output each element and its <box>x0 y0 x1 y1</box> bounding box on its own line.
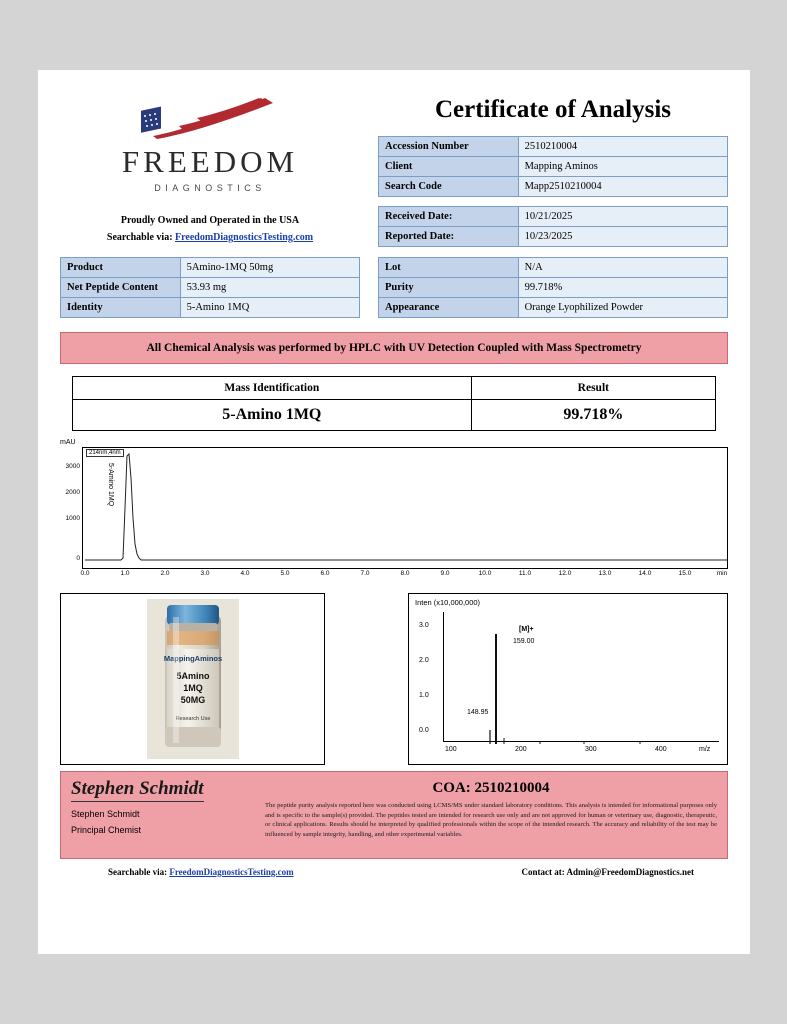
search-code-value: Mapp2510210004 <box>518 177 727 197</box>
table-row <box>379 298 728 318</box>
ms-xtick: 400 <box>655 746 667 753</box>
ms-ytick: 1.0 <box>419 692 429 699</box>
chromatogram-plot-area <box>82 447 728 569</box>
ms-ytick: 3.0 <box>419 622 429 629</box>
document-header <box>60 86 728 247</box>
sample-photo-panel <box>60 593 325 765</box>
chromatogram-ytick-3000: 3000 <box>65 463 80 470</box>
product-table <box>60 257 360 318</box>
reported-date-value: 10/23/2025 <box>518 227 727 247</box>
accession-number-label: Accession Number <box>379 137 519 157</box>
chromatogram-xtick: 11.0 <box>518 570 532 577</box>
table-header-row <box>73 377 716 400</box>
signatory-name: Stephen Schmidt <box>71 809 140 819</box>
page-title: Certificate of Analysis <box>434 96 672 123</box>
product-lot-section <box>60 257 728 318</box>
chromatogram-xtick: 9.0 <box>440 570 450 577</box>
company-branding <box>60 86 360 243</box>
chromatogram-xtick: 0.0 <box>80 570 90 577</box>
table-row <box>61 258 360 278</box>
ms-xtick: 300 <box>585 746 597 753</box>
lot-label: Lot <box>379 258 519 278</box>
table-row <box>379 137 728 157</box>
chromatogram-xtick: 12.0 <box>558 570 572 577</box>
search-code-label: Search Code <box>379 177 519 197</box>
svg-text:5Amino: 5Amino <box>175 671 210 681</box>
ms-xtick: 100 <box>445 746 457 753</box>
received-date-label: Received Date: <box>379 207 519 227</box>
company-subtitle: DIAGNOSTICS <box>154 183 266 193</box>
net-peptide-content-label: Net Peptide Content <box>61 278 181 298</box>
ms-xtick: 200 <box>515 746 527 753</box>
product-value: 5Amino-1MQ 50mg <box>180 258 359 278</box>
table-row <box>379 177 728 197</box>
svg-text:50MG: 50MG <box>180 695 205 705</box>
chromatogram-xtick: 13.0 <box>598 570 612 577</box>
purity-value: 99.718% <box>518 278 727 298</box>
freedom-flag-icon <box>60 96 360 142</box>
table-row <box>379 258 728 278</box>
signature-block <box>61 772 261 858</box>
chromatogram-xtick: 4.0 <box>240 570 250 577</box>
chromatogram-xtick: 7.0 <box>360 570 370 577</box>
client-label: Client <box>379 157 519 177</box>
identity-value: 5-Amino 1MQ <box>180 298 359 318</box>
chromatogram-xtick: 5.0 <box>280 570 290 577</box>
ms-annotation-value-2: 148.95 <box>467 709 489 716</box>
result-header: Result <box>471 377 715 400</box>
hplc-chromatogram <box>60 439 728 587</box>
bottom-panels <box>60 593 728 765</box>
chromatogram-xtick: 6.0 <box>320 570 330 577</box>
chromatogram-ytick-1000: 1000 <box>65 515 80 522</box>
mass-identification-header: Mass Identification <box>73 377 472 400</box>
signature: Stephen Schmidt <box>71 778 204 802</box>
client-value: Mapping Aminos <box>518 157 727 177</box>
appearance-label: Appearance <box>379 298 519 318</box>
mass-spectrum-title: Inten (x10,000,000) <box>415 598 481 607</box>
company-tagline: Proudly Owned and Operated in the USA <box>120 215 300 226</box>
chromatogram-xtick: 8.0 <box>400 570 410 577</box>
header-right <box>378 86 728 247</box>
accession-table <box>378 136 728 197</box>
chromatogram-ytick-2000: 2000 <box>65 489 80 496</box>
coa-number: COA: 2510210004 <box>432 780 550 796</box>
appearance-value: Orange Lyophilized Powder <box>518 298 727 318</box>
coa-document <box>38 70 750 954</box>
chromatogram-xtick: 10.0 <box>478 570 492 577</box>
svg-text:MappingAminos: MappingAminos <box>163 654 222 663</box>
chromatogram-ytick-0: 0 <box>76 555 80 562</box>
ms-ytick: 0.0 <box>419 727 429 734</box>
searchable-prefix-top: Searchable via: <box>106 232 173 243</box>
purity-label: Purity <box>379 278 519 298</box>
disclaimer-block <box>261 772 727 858</box>
searchable-link-bottom[interactable]: FreedomDiagnosticsTesting.com <box>169 867 294 877</box>
table-row <box>73 400 716 431</box>
table-row <box>379 157 728 177</box>
svg-text:1MQ: 1MQ <box>182 683 203 693</box>
document-footer <box>60 771 728 859</box>
searchable-link-top[interactable]: FreedomDiagnosticsTesting.com <box>175 232 314 243</box>
chromatogram-xtick: 1.0 <box>120 570 130 577</box>
result-value: 99.718% <box>471 400 715 431</box>
mass-spectrum-plot-area <box>443 612 719 742</box>
accession-number-value: 2510210004 <box>518 137 727 157</box>
mass-spectrum-panel <box>408 593 728 765</box>
table-row <box>379 278 728 298</box>
dates-table <box>378 206 728 247</box>
ms-annotation-value: 159.00 <box>513 638 535 645</box>
mass-identification-table <box>72 376 716 431</box>
table-row <box>61 298 360 318</box>
chromatogram-detector-label: 214nm,4nm <box>86 449 124 457</box>
lot-value: N/A <box>518 258 727 278</box>
signatory-role: Principal Chemist <box>71 825 142 835</box>
analysis-method-banner: All Chemical Analysis was performed by HPLC with UV Detection Coupled with Mass Spectrometry <box>60 332 728 364</box>
ms-annotation-label: [M]+ <box>519 626 534 633</box>
net-peptide-content-value: 53.93 mg <box>180 278 359 298</box>
chromatogram-x-axis-label: min <box>716 570 728 577</box>
chromatogram-xtick: 15.0 <box>678 570 692 577</box>
ms-ytick: 2.0 <box>419 657 429 664</box>
reported-date-label: Reported Date: <box>379 227 519 247</box>
product-label: Product <box>61 258 181 278</box>
vial-photo <box>147 599 239 759</box>
received-date-value: 10/21/2025 <box>518 207 727 227</box>
footer-contact-bar <box>60 867 728 877</box>
lot-table <box>378 257 728 318</box>
mass-identification-value: 5-Amino 1MQ <box>73 400 472 431</box>
contact-email: Contact at: Admin@FreedomDiagnostics.net <box>521 867 694 877</box>
chromatogram-y-axis-label: mAU <box>60 439 76 446</box>
searchable-prefix-bottom: Searchable via: <box>108 867 168 877</box>
ms-x-axis-label: m/z <box>699 746 711 753</box>
chromatogram-xtick: 14.0 <box>638 570 652 577</box>
chromatogram-xtick: 2.0 <box>160 570 170 577</box>
disclaimer-text: The peptide purity analysis reported here was conducted using LCMS/MS under standard laboratory conditions. This analysis is intended for informational purposes only and is specific to the sample(s) provided. The peptides tested are intended for research use only and are not approved for human or veterinary use, diagnostic, therapeutic, or clinical applications. Results should be interpreted by qualified professionals within the scope of the intended research. The accuracy and reliability of the test may be influenced by sample integrity, handling, and other experimental variables. <box>265 802 717 838</box>
chromatogram-peak-label: 5-Amino 1MQ <box>107 463 114 507</box>
svg-text:Research Use: Research Use <box>175 716 210 722</box>
company-name: FREEDOM <box>121 144 299 179</box>
identity-label: Identity <box>61 298 181 318</box>
table-row <box>379 227 728 247</box>
searchable-via-bottom <box>108 867 294 877</box>
table-row <box>379 207 728 227</box>
table-row <box>61 278 360 298</box>
chromatogram-xtick: 3.0 <box>200 570 210 577</box>
searchable-via-top <box>60 232 360 243</box>
